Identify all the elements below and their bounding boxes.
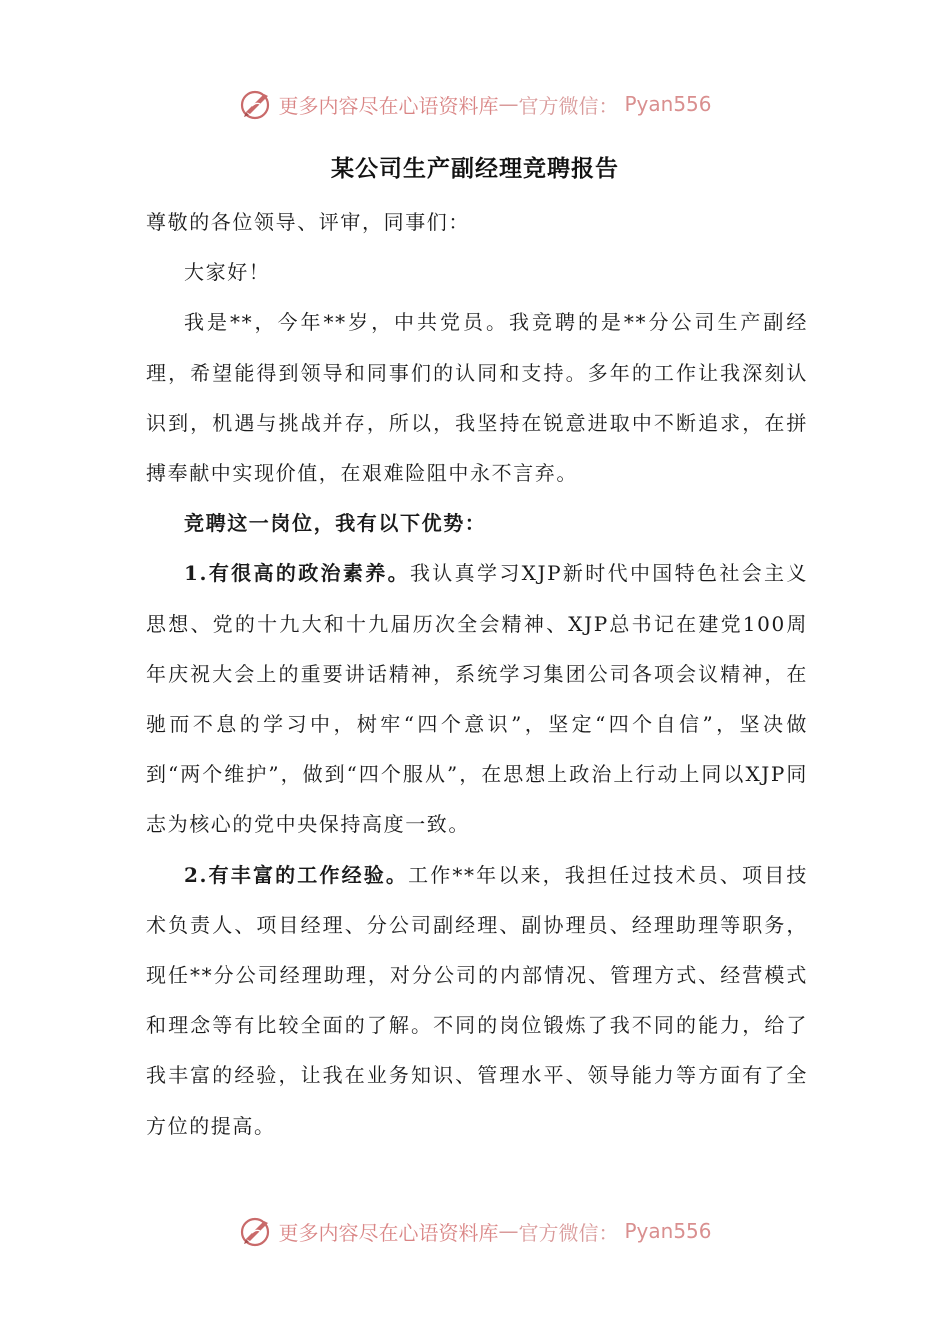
- watermark-wechat-id: Pyan556: [624, 1219, 712, 1243]
- pen-logo-icon: [238, 1213, 274, 1249]
- point-2-body: 工作**年以来，我担任过技术员、项目技术负责人、项目经理、分公司副经理、副协理员、经理助理等职务，现任**分公司经理助理，对分公司的内部情况、管理方式、经营模式和理念等有比较全面的了解。不同的岗位锻炼了我不同的能力，给了我丰富的经验，让我在业务知识、管理水平、领导能力等方面有了全方位的提高。: [146, 862, 808, 1138]
- watermark-dash: —: [498, 92, 519, 116]
- greeting: 大家好！: [184, 260, 271, 285]
- watermark-wechat-id: Pyan556: [624, 92, 712, 116]
- watermark-official-label: 官方微信：: [518, 93, 619, 118]
- watermark-main-text: 更多内容尽在心语资料库: [278, 1220, 499, 1245]
- point-2-heading: 2.有丰富的工作经验。: [184, 862, 409, 887]
- point-2-paragraph: [146, 850, 808, 1151]
- document-title: 某公司生产副经理竞聘报告: [331, 155, 619, 182]
- watermark-official-label: 官方微信：: [518, 1220, 619, 1245]
- header-watermark: [0, 84, 950, 124]
- intro-paragraph: 我是**，今年**岁，中共党员。我竞聘的是**分公司生产副经理，希望能得到领导和同事们的认同和支持。多年的工作让我深刻认识到，机遇与挑战并存，所以，我坚持在锐意进取中不断追求，在拼搏奉献中实现价值，在艰难险阻中永不言弃。: [146, 310, 808, 486]
- watermark-dash: —: [498, 1219, 519, 1243]
- watermark-main-text: 更多内容尽在心语资料库: [278, 93, 499, 118]
- point-1-heading: 1.有很高的政治素养。: [184, 561, 410, 586]
- document-body: [146, 197, 808, 1151]
- point-1-body: 我认真学习XJP新时代中国特色社会主义思想、党的十九大和十九届历次全会精神、XJP总书记在建党100周年庆祝大会上的重要讲话精神，系统学习集团公司各项会议精神，在驰而不息的学习中，树牢“四个意识”，坚定“四个自信”，坚决做到“两个维护”，做到“四个服从”，在思想上政治上行动上同以XJP同志为核心的党中央保持高度一致。: [146, 561, 808, 837]
- salutation: 尊敬的各位领导、评审，同事们：: [146, 210, 470, 234]
- pen-logo-icon: [238, 86, 274, 122]
- point-1-paragraph: [146, 548, 808, 849]
- advantages-heading: 竞聘这一岗位，我有以下优势：: [184, 511, 487, 536]
- footer-watermark: [0, 1211, 950, 1251]
